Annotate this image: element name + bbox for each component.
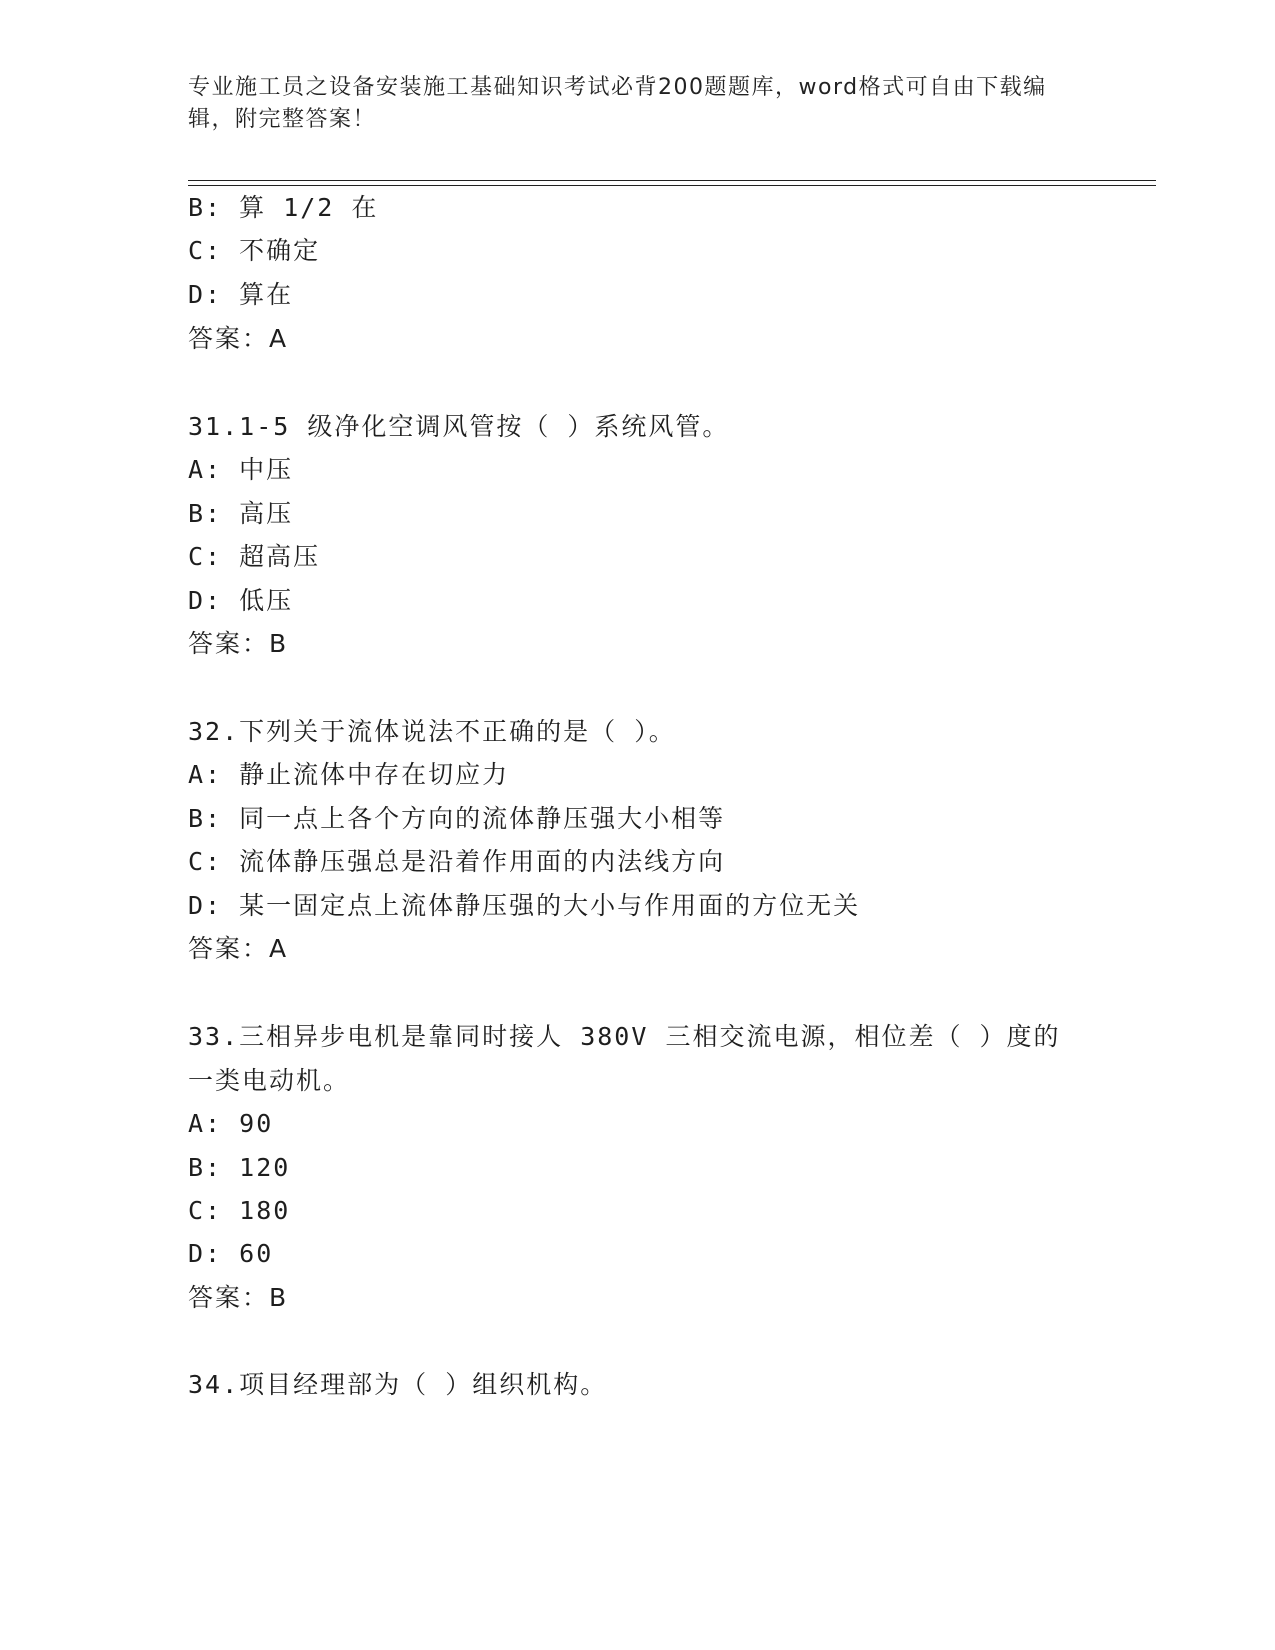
question-33-option-b: B: 120 xyxy=(188,1153,291,1182)
prev-option-d: D: 算在 xyxy=(188,280,294,309)
question-33-option-c: C: 180 xyxy=(188,1196,291,1225)
question-32-option-a: A: 静止流体中存在切应力 xyxy=(188,760,510,789)
question-33-option-d: D: 60 xyxy=(188,1239,274,1268)
question-32-option-d: D: 某一固定点上流体静压强的大小与作用面的方位无关 xyxy=(188,891,861,920)
question-31-stem: 31.1-5 级净化空调风管按（ ）系统风管。 xyxy=(188,412,730,441)
question-32-option-c: C: 流体静压强总是沿着作用面的内法线方向 xyxy=(188,847,726,876)
prev-option-c: C: 不确定 xyxy=(188,236,321,265)
question-33-option-a: A: 90 xyxy=(188,1109,274,1138)
question-34-stem: 34.项目经理部为（ ）组织机构。 xyxy=(188,1370,608,1399)
question-31-option-a: A: 中压 xyxy=(188,455,294,484)
header-divider-top xyxy=(188,180,1156,181)
question-31-option-b: B: 高压 xyxy=(188,499,294,528)
header-divider-bottom xyxy=(188,185,1156,186)
question-32-option-b: B: 同一点上各个方向的流体静压强大小相等 xyxy=(188,804,726,833)
question-31-option-d: D: 低压 xyxy=(188,586,294,615)
prev-answer: 答案：A xyxy=(188,324,289,353)
question-33-answer: 答案：B xyxy=(188,1283,289,1312)
question-33-stem-line-2: 一类电动机。 xyxy=(188,1066,351,1095)
question-31-answer: 答案：B xyxy=(188,629,289,658)
prev-option-b: B: 算 1/2 在 xyxy=(188,193,379,222)
question-32-stem: 32.下列关于流体说法不正确的是（ ）。 xyxy=(188,717,676,746)
question-32-answer: 答案：A xyxy=(188,934,289,963)
question-33-stem-line-1: 33.三相异步电机是靠同时接人 380V 三相交流电源，相位差（ ）度的 xyxy=(188,1022,1061,1051)
document-title: 专业施工员之设备安装施工基础知识考试必背200题题库，word格式可自由下载编辑，附完整答案！ xyxy=(188,75,1047,132)
question-31-option-c: C: 超高压 xyxy=(188,542,321,571)
